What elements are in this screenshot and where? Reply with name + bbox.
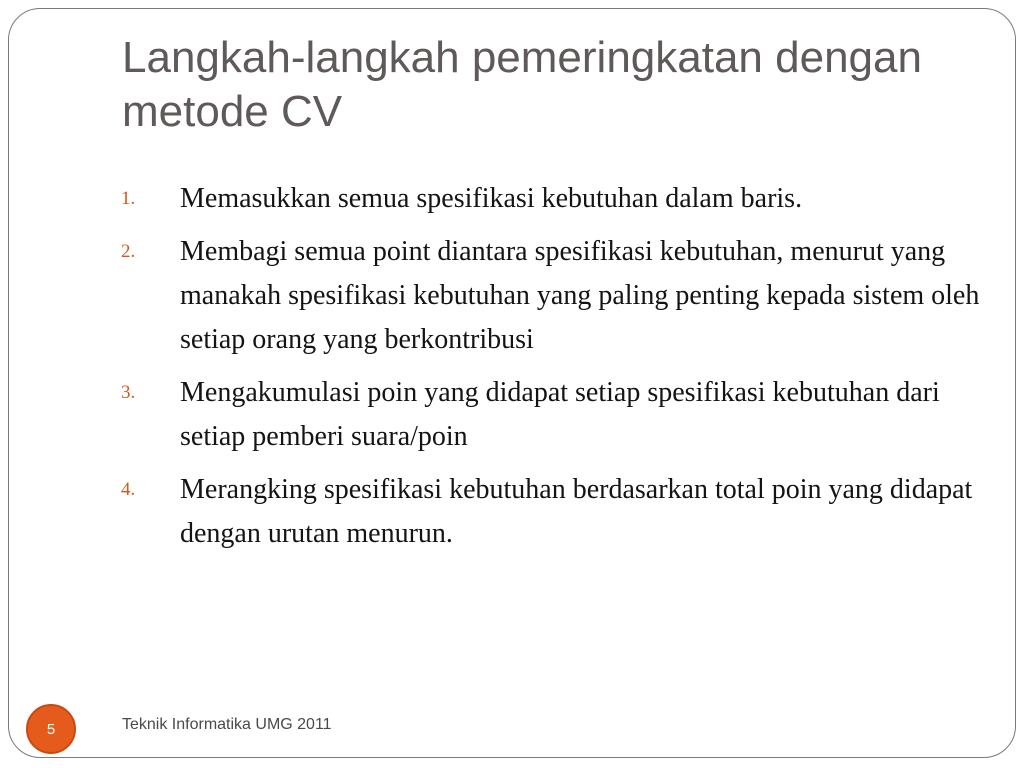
- step-number: 2.: [121, 241, 136, 262]
- footer-text: Teknik Informatika UMG 2011: [122, 716, 332, 733]
- step-number: 3.: [121, 382, 136, 403]
- list-item: [121, 468, 981, 556]
- steps-list: [121, 177, 981, 565]
- step-text: Merangking spesifikasi kebutuhan berdasarkan total poin yang didapat dengan urutan menurun.: [180, 474, 973, 549]
- step-text: Membagi semua point diantara spesifikasi kebutuhan, menurut yang manakah spesifikasi kebutuhan yang paling penting kepada sistem oleh setiap orang yang berkontribusi: [180, 236, 980, 355]
- step-text: Mengakumulasi poin yang didapat setiap spesifikasi kebutuhan dari setiap pemberi suara/poin: [180, 377, 940, 452]
- slide-frame: [8, 8, 1016, 758]
- list-item: [121, 371, 981, 459]
- slide-title: Langkah-langkah pemeringkatan dengan metode CV: [122, 33, 922, 136]
- slide-number: 5: [46, 720, 56, 738]
- slide-number-badge: [26, 704, 76, 754]
- list-item: [121, 177, 981, 221]
- list-item: [121, 230, 981, 362]
- step-number: 4.: [121, 479, 136, 500]
- step-number: 1.: [121, 188, 136, 209]
- step-text: Memasukkan semua spesifikasi kebutuhan dalam baris.: [180, 183, 803, 214]
